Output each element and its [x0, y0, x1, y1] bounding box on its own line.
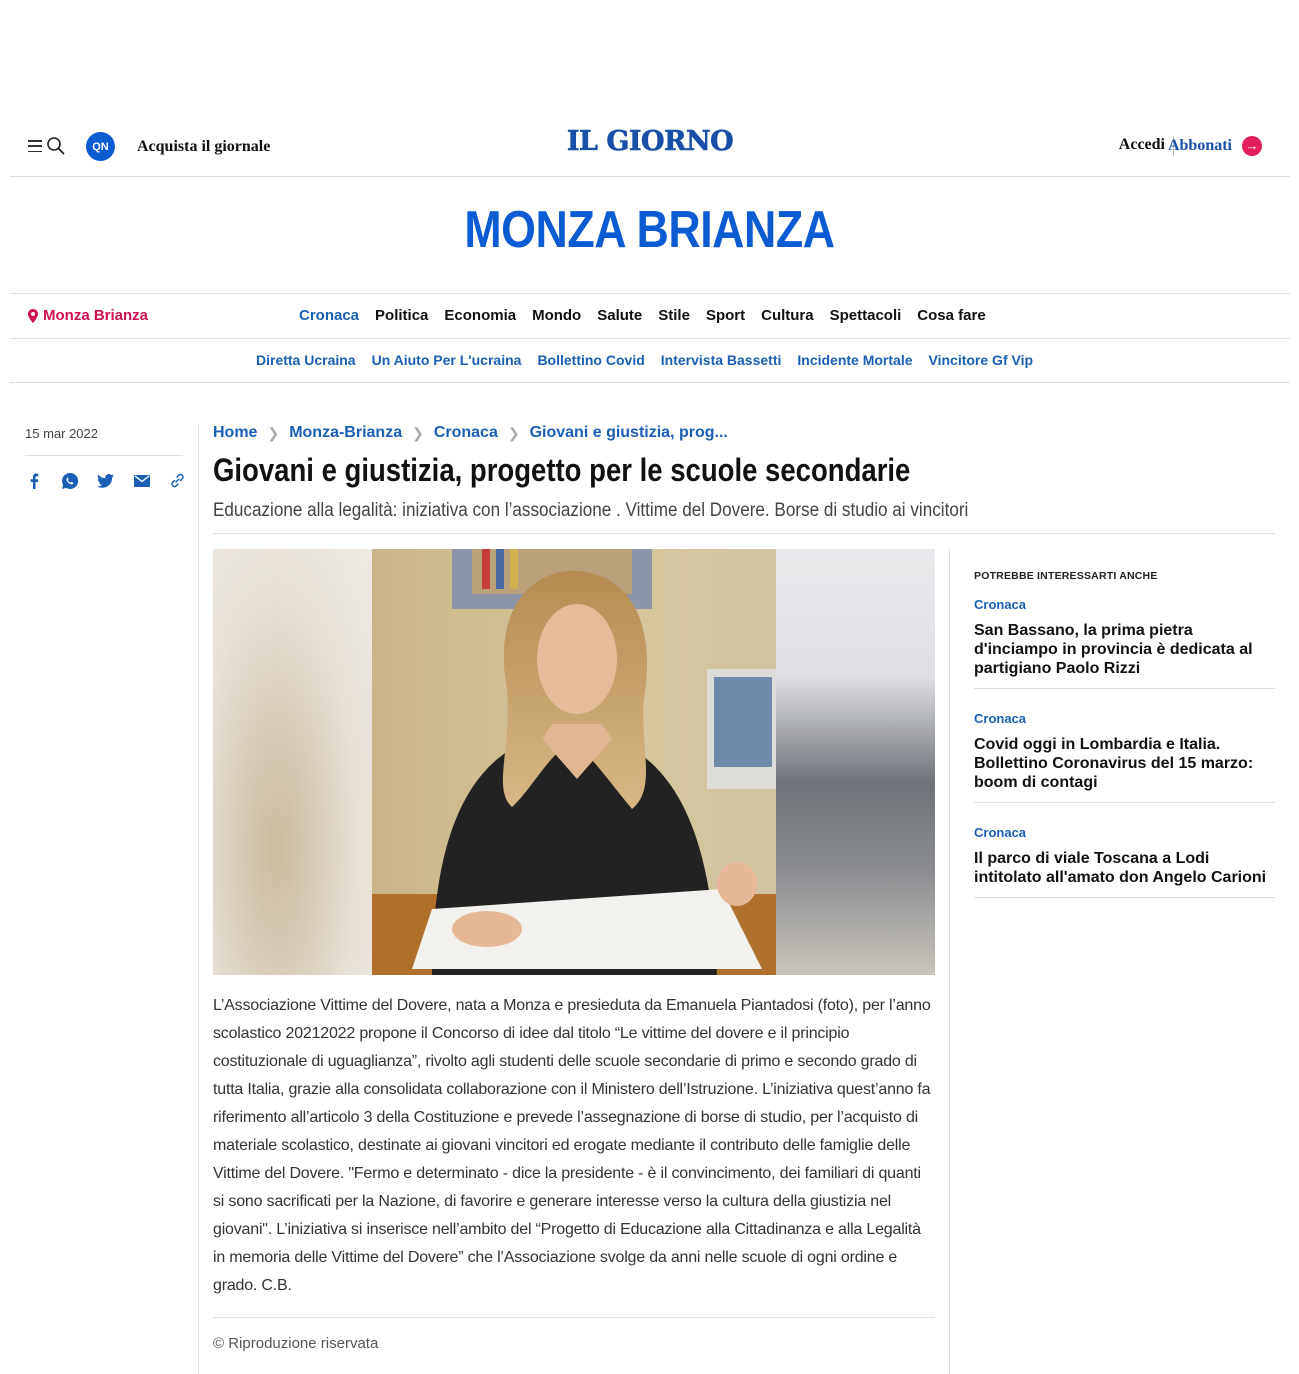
divider [25, 455, 183, 456]
article-headline: Giovani e giustizia, progetto per le scuole secondarie [213, 452, 911, 488]
breadcrumb-section[interactable]: Monza-Brianza [289, 424, 403, 441]
trending-nav [10, 339, 1290, 383]
related-article[interactable] [974, 597, 1275, 689]
subscribe-button[interactable] [1168, 136, 1262, 156]
twitter-icon[interactable] [96, 471, 115, 490]
divider [213, 533, 1275, 534]
photo-blur-right [775, 549, 935, 975]
nav-item-salute[interactable]: Salute [597, 307, 643, 324]
brand-logo[interactable]: IL GIORNO [566, 126, 734, 157]
subscribe-label: Abbonati [1167, 137, 1232, 154]
login-link[interactable]: Accedi [1118, 136, 1165, 153]
article-photo [213, 549, 935, 975]
nav-items [299, 307, 986, 324]
breadcrumb-home[interactable]: Home [213, 424, 258, 441]
chevron-right-icon: ❯ [507, 424, 520, 441]
nav-item-cronaca[interactable]: Cronaca [299, 307, 360, 324]
related-category[interactable]: Cronaca [974, 711, 1027, 726]
sidebar-divider [949, 549, 950, 1374]
trending-link[interactable]: Vincitore Gf Vip [928, 352, 1034, 368]
breadcrumb [213, 424, 728, 442]
chevron-right-icon: ❯ [412, 424, 424, 441]
related-category[interactable]: Cronaca [974, 597, 1027, 612]
location-label: Monza Brianza [43, 307, 149, 324]
divider [213, 1317, 935, 1318]
trending-link[interactable]: Bollettino Covid [537, 352, 645, 368]
nav-item-cosa-fare[interactable]: Cosa fare [917, 307, 986, 324]
trending-items [256, 352, 1033, 368]
chevron-right-icon: ❯ [267, 424, 280, 441]
facebook-icon[interactable] [24, 471, 43, 490]
nav-item-cultura[interactable]: Cultura [761, 307, 814, 324]
related-headline[interactable]: Covid oggi in Lombardia e Italia. Bollettino Coronavirus del 15 marzo: boom di contagi [974, 736, 1254, 791]
main-nav [10, 293, 1290, 339]
article-date: 15 mar 2022 [25, 426, 98, 441]
top-bar [10, 120, 1290, 177]
buy-paper-link[interactable]: Acquista il giornale [137, 138, 271, 155]
nav-item-spettacoli[interactable]: Spettacoli [829, 307, 902, 324]
trending-link[interactable]: Diretta Ucraina [256, 352, 356, 368]
copyright-notice: © Riproduzione riservata [213, 1335, 379, 1352]
trending-link[interactable]: Incidente Mortale [797, 352, 913, 368]
whatsapp-icon[interactable] [60, 471, 79, 490]
nav-item-economia[interactable]: Economia [444, 307, 517, 324]
map-pin-icon [28, 309, 38, 323]
sidebar-title: POTREBBE INTERESSARTI ANCHE [974, 570, 1158, 582]
photo-blur-left [213, 549, 373, 975]
location-link[interactable] [28, 307, 148, 324]
nav-item-politica[interactable]: Politica [375, 307, 429, 324]
arrow-right-icon: → [1242, 136, 1262, 156]
article-summary: Educazione alla legalità: iniziativa con l’associazione . Vittime del Dovere. Borse di studio ai vincitori [213, 500, 969, 521]
trending-link[interactable]: Un Aiuto Per L'ucraina [371, 352, 522, 368]
related-category[interactable]: Cronaca [974, 825, 1027, 840]
mail-icon[interactable] [132, 471, 151, 490]
breadcrumb-category[interactable]: Cronaca [433, 424, 498, 441]
qn-logo[interactable]: QN [86, 132, 115, 161]
trending-link[interactable]: Intervista Bassetti [660, 352, 782, 368]
related-headline[interactable]: Il parco di viale Toscana a Lodi intitolato all'amato don Angelo Carioni [974, 850, 1267, 886]
section-title[interactable]: MONZA BRIANZA [464, 201, 835, 259]
nav-item-stile[interactable]: Stile [658, 307, 690, 324]
breadcrumb-current[interactable]: Giovani e giustizia, prog... [529, 424, 728, 441]
nav-item-mondo[interactable]: Mondo [532, 307, 582, 324]
link-icon[interactable] [168, 471, 187, 490]
article-photo-image [372, 549, 776, 975]
related-article[interactable] [974, 711, 1275, 803]
column-divider [198, 426, 199, 1374]
nav-item-sport[interactable]: Sport [705, 307, 746, 324]
article-body: L’Associazione Vittime del Dovere, nata a Monza e presieduta da Emanuela Piantadosi (foto), per l’anno scolastico 20212022 propone il Concorso di idee dal titolo “Le vittime del dovere e il principio costituzionale di uguaglianza”, rivolto agli studenti delle scuole secondarie di primo e secondo grado di tutta Italia, grazie alla consolidata collaborazione con il Ministero dell’Istruzione. L’iniziativa quest’anno fa riferimento all’articolo 3 della Costituzione e prevede l’assegnazione di borse di studio, per l’acquisto di materiale scolastico, destinate ai giovani vincitori ed erogate mediante il contributo delle famiglie delle Vittime del Dovere. "Fermo e determinato - dice la presidente - è il convincimento, dei familiari di quanti si sono sacrificati per la Nazione, di favorire e generare interesse verso la cultura della giustizia nel giovani". L’iniziativa si inserisce nell’ambito del “Progetto di Educazione alla Cittadinanza e alla Legalità in memoria delle Vittime del Dovere” che l’Associazione svolge da anni nelle scuole di ogni ordine e grado. C.B. [213, 997, 931, 1294]
related-headline[interactable]: San Bassano, la prima pietra d'inciampo in provincia è dedicata al partigiano Paolo Rizzi [974, 622, 1253, 677]
related-article[interactable] [974, 825, 1275, 898]
share-bar [24, 471, 187, 490]
